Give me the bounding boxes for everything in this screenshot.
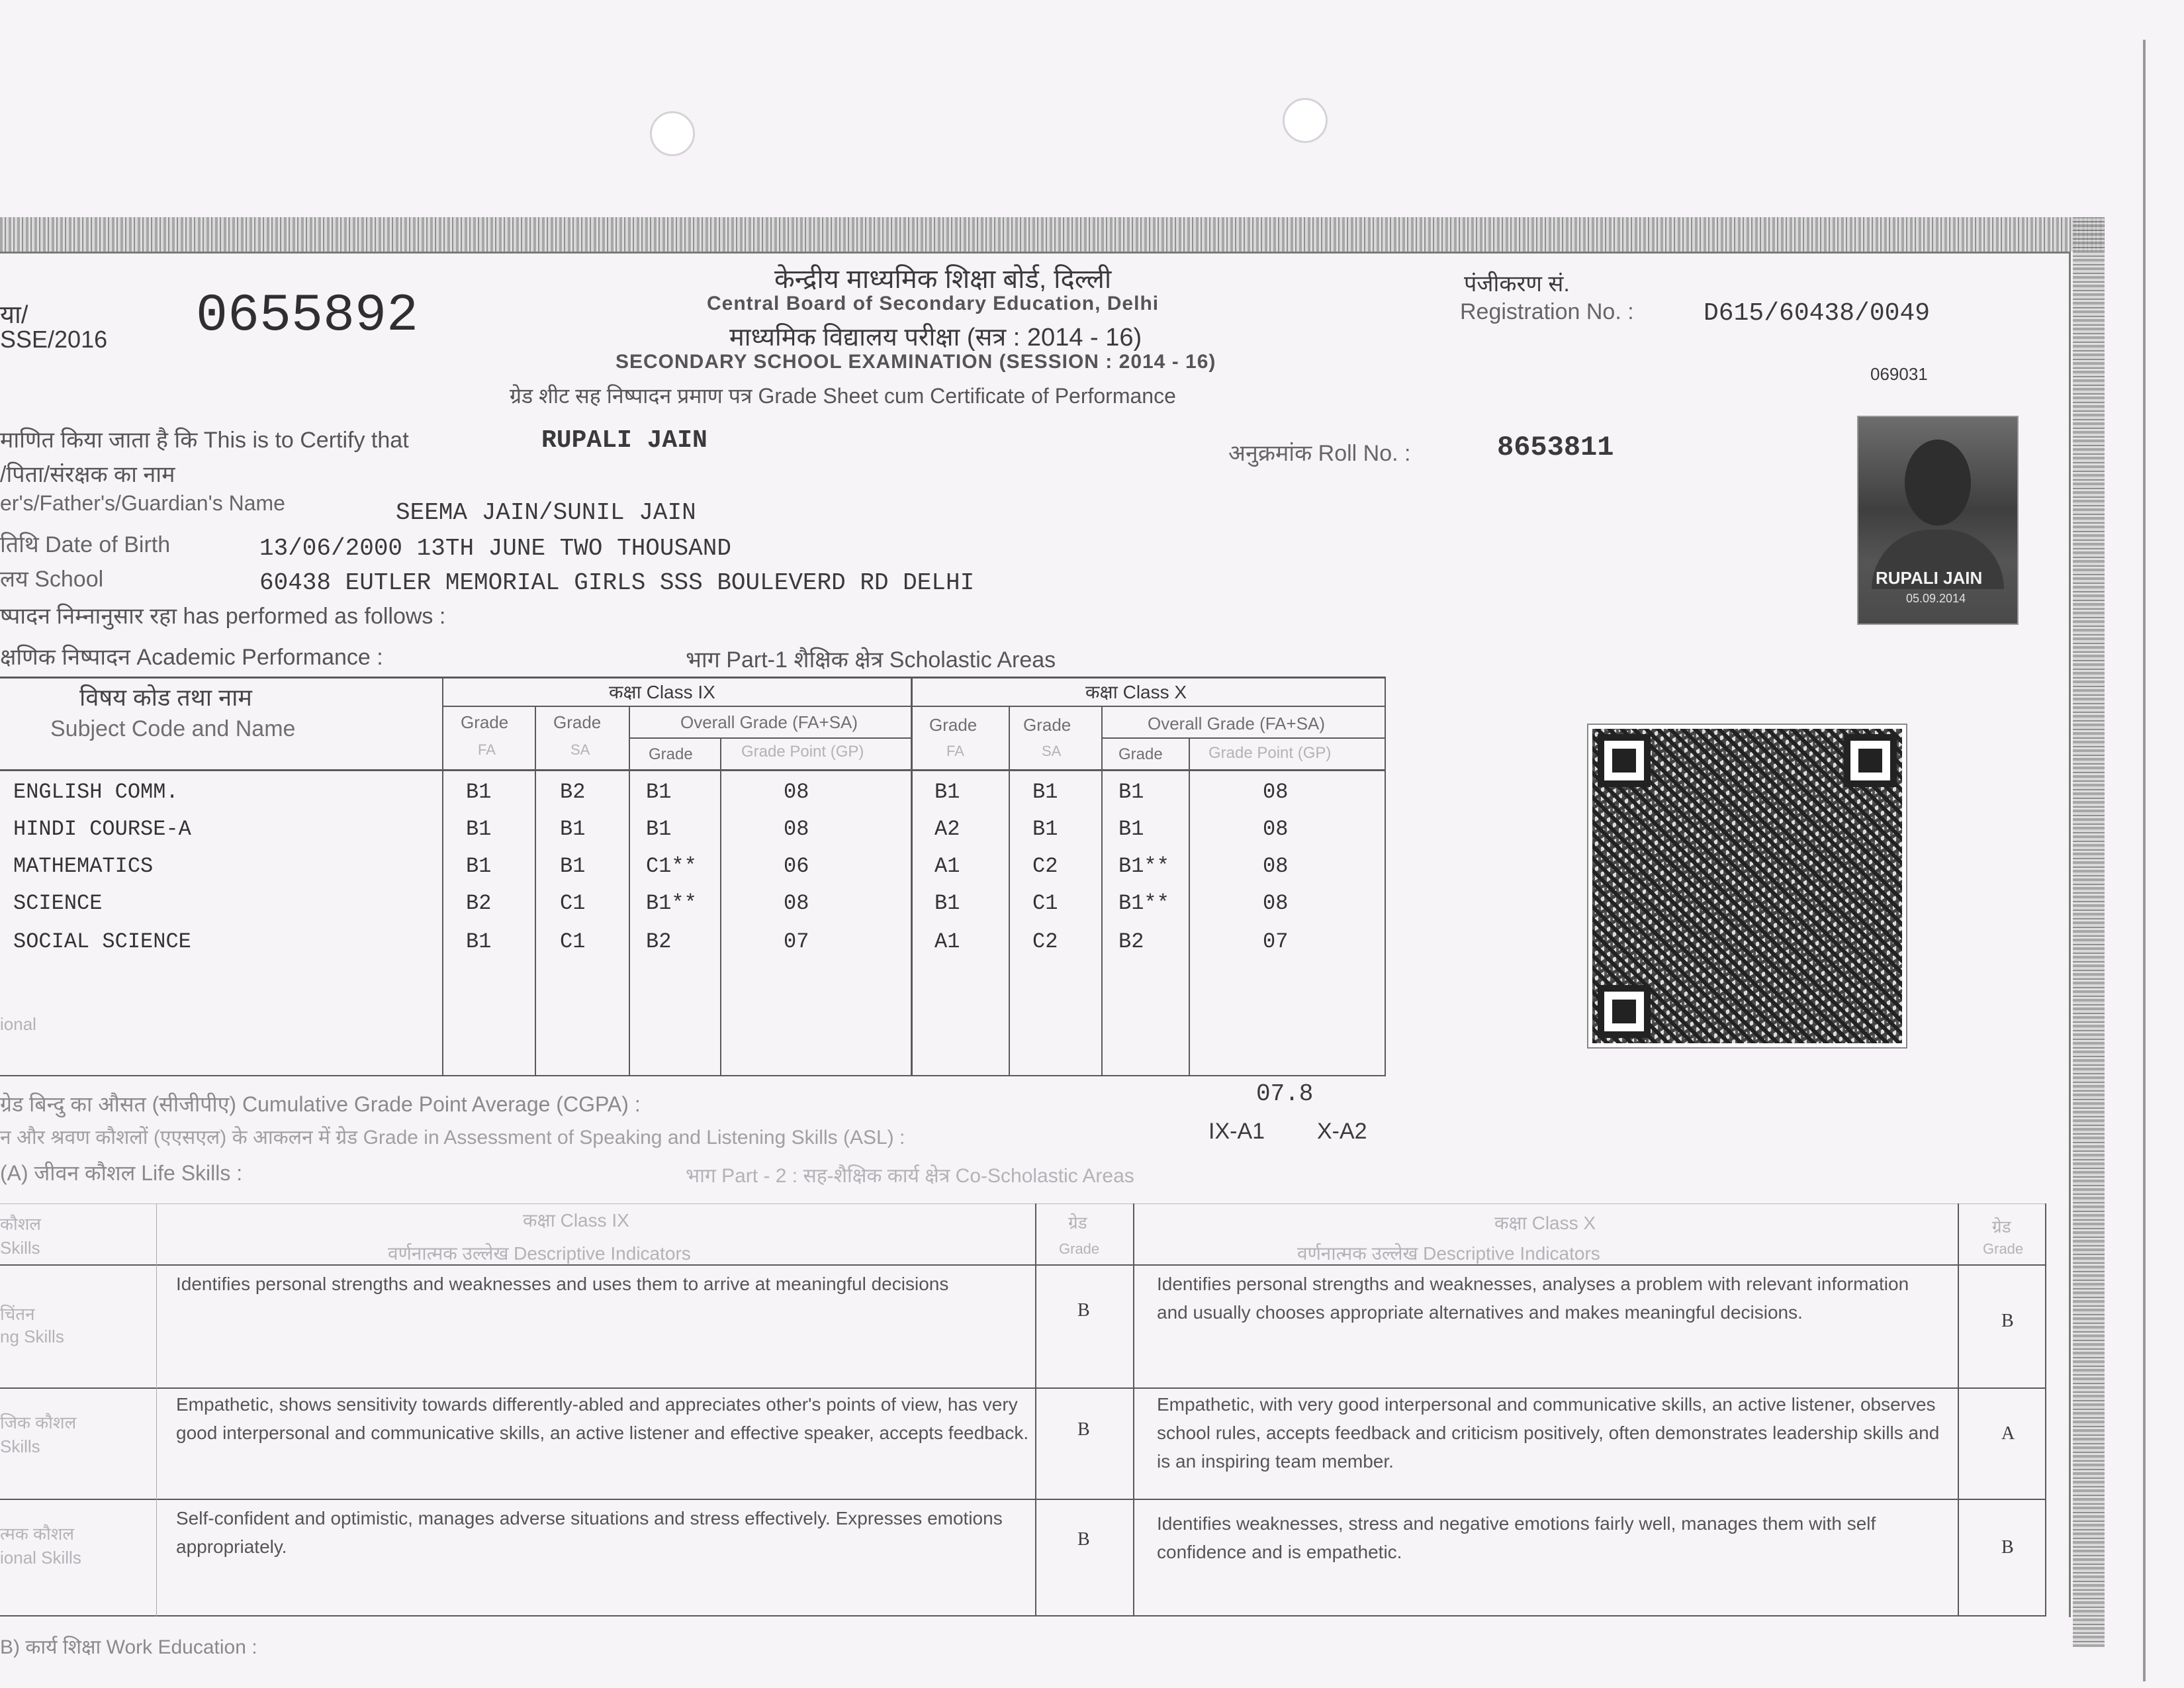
ix-grade-point: 08 — [784, 817, 809, 841]
registration-label-hindi: पंजीकरण सं. — [1464, 271, 1570, 297]
x-sa-grade: C2 — [1032, 929, 1058, 954]
work-education-heading: B) कार्य शिक्षा Work Education : — [0, 1636, 257, 1658]
table-line — [720, 737, 721, 1076]
asl-label: न और श्रवण कौशलों (एएसएल) के आकलन में ग्रेड Grade in Assessment of Speaking and Listening Skills (ASL) : — [0, 1127, 905, 1149]
security-border-top — [0, 217, 2105, 252]
table-line — [0, 1203, 2046, 1204]
ix-fa-grade: B1 — [466, 817, 492, 841]
ix-grade-point: 08 — [784, 891, 809, 915]
certify-label: माणित किया जाता है कि This is to Certify that — [0, 428, 409, 453]
class9-header: कक्षा Class IX — [523, 1210, 629, 1231]
ix-og-gp: Grade Point (GP) — [741, 743, 864, 761]
asl-value-x: X-A2 — [1317, 1119, 1367, 1144]
table-line — [2045, 1203, 2046, 1617]
academic-heading: क्षणिक निष्पादन Academic Performance : — [0, 645, 383, 670]
x-sa-grade: C2 — [1032, 854, 1058, 878]
table-line — [1189, 737, 1190, 1076]
ix-grade: B — [1077, 1419, 1090, 1440]
x-sa-sub: SA — [1042, 743, 1062, 759]
table-line — [0, 677, 1386, 679]
ix-overall-grade: B1 — [646, 817, 672, 841]
subject-header-hindi: विषय कोड तथा नाम — [79, 684, 252, 711]
ix-grade-point: 06 — [784, 854, 809, 878]
class9-header: कक्षा Class IX — [609, 682, 715, 702]
table-line — [911, 677, 913, 1076]
left-code: SSE/2016 — [0, 326, 108, 353]
ix-grade: B — [1077, 1300, 1090, 1321]
ix-fa-grade: B1 — [466, 780, 492, 804]
ix-fa-grade: B2 — [466, 891, 492, 915]
ix-overall-grade: B2 — [646, 929, 672, 954]
table-line — [1958, 1203, 1959, 1617]
small-code: 069031 — [1870, 364, 1928, 384]
x-descriptor: Identifies weaknesses, stress and negative emotions fairly well, manages them with self confidence and is empathetic. — [1157, 1513, 1876, 1562]
x-grade-header-hindi: ग्रेड — [1992, 1217, 2011, 1237]
ix-overall-header: Overall Grade (FA+SA) — [680, 712, 858, 732]
ix-fa-grade: B1 — [466, 854, 492, 878]
performed-label: ष्पादन निम्नानुसार रहा has performed as follows : — [0, 604, 446, 629]
table-line — [0, 1387, 2046, 1389]
serial-number: 0655892 — [196, 286, 419, 346]
x-overall-grade: B1** — [1118, 854, 1169, 878]
ix-sa-grade: B1 — [560, 854, 586, 878]
x-overall-grade: B1** — [1118, 891, 1169, 915]
ix-sa-sub: SA — [570, 741, 590, 758]
ix-grade-point: 08 — [784, 780, 809, 804]
x-sa-grade: C1 — [1032, 891, 1058, 915]
subject-name: HINDI COURSE-A — [13, 817, 191, 841]
x-overall-grade: B1 — [1118, 817, 1144, 841]
subject-name: MATHEMATICS — [13, 854, 154, 878]
x-grade-point: 08 — [1263, 817, 1289, 841]
x-grade: B — [2001, 1537, 2014, 1558]
dob-label: तिथि Date of Birth — [0, 532, 171, 557]
exam-name-hindi: माध्यमिक विद्यालय परीक्षा (सत्र : 2014 - 16) — [729, 324, 1142, 352]
x-sa-grade: B1 — [1032, 817, 1058, 841]
additional-subject-label: ional — [0, 1014, 36, 1034]
ix-overall-grade: B1** — [646, 891, 697, 915]
x-fa-grade: A1 — [934, 854, 960, 878]
part2-heading: भाग Part - 2 : सह-शैक्षिक कार्य क्षेत्र Co-Scholastic Areas — [686, 1165, 1134, 1187]
x-overall-header: Overall Grade (FA+SA) — [1148, 714, 1326, 733]
ix-grade-header: Grade — [1059, 1241, 1100, 1257]
life-skills-heading: (A) जीवन कौशल Life Skills : — [0, 1161, 243, 1185]
part1-heading: भाग Part-1 शैक्षिक क्षेत्र Scholastic Areas — [686, 647, 1056, 673]
qr-finder-bottom-left — [1598, 985, 1651, 1038]
x-fa-grade: A2 — [934, 817, 960, 841]
roll-number: 8653811 — [1497, 432, 1614, 463]
ix-sa-header: Grade — [553, 712, 602, 732]
candidate-photo — [1857, 416, 2019, 625]
table-line — [1385, 677, 1386, 1076]
x-grade: A — [2001, 1423, 2015, 1444]
registration-label: Registration No. : — [1460, 299, 1634, 324]
school-label: लय School — [0, 567, 104, 592]
table-line — [629, 706, 630, 1076]
security-border-right — [2073, 217, 2105, 1647]
x-grade-point: 08 — [1263, 780, 1289, 804]
page-edge — [2143, 40, 2146, 1681]
x-grade-point: 07 — [1263, 929, 1289, 954]
ix-fa-sub: FA — [478, 741, 496, 758]
ix-fa-header: Grade — [461, 712, 509, 732]
cgpa-value: 07.8 — [1256, 1080, 1314, 1107]
table-line — [442, 706, 1386, 707]
ix-sa-grade: C1 — [560, 929, 586, 954]
board-name-hindi: केन्द्रीय माध्यमिक शिक्षा बोर्ड, दिल्ली — [774, 265, 1112, 294]
table-line — [629, 737, 911, 739]
x-fa-grade: B1 — [934, 891, 960, 915]
ix-grade-header-hindi: ग्रेड — [1068, 1213, 1087, 1233]
x-og-grade: Grade — [1118, 745, 1163, 763]
x-grade-point: 08 — [1263, 854, 1289, 878]
guardian-label: er's/Father's/Guardian's Name — [0, 491, 285, 515]
table-line — [535, 706, 536, 1076]
table-line — [1035, 1203, 1036, 1617]
ix-fa-grade: B1 — [466, 929, 492, 954]
school-name: 60438 EUTLER MEMORIAL GIRLS SSS BOULEVERD RD DELHI — [259, 569, 975, 596]
x-grade-header: Grade — [1983, 1241, 2024, 1257]
ix-sa-grade: C1 — [560, 891, 586, 915]
skill-col-header: Skills — [0, 1238, 40, 1258]
punch-hole-right — [1283, 98, 1328, 143]
ix-descriptor: Self-confident and optimistic, manages adverse situations and stress effectively. Expresses emotions appropriately. — [176, 1508, 1003, 1557]
skill-name: ional Skills — [0, 1548, 81, 1568]
sheet-title: ग्रेड शीट सह निष्पादन प्रमाण पत्र Grade Sheet cum Certificate of Performance — [510, 384, 1176, 408]
candidate-name: RUPALI JAIN — [541, 426, 707, 455]
ix-overall-grade: B1 — [646, 780, 672, 804]
x-sa-grade: B1 — [1032, 780, 1058, 804]
life-skills-table — [0, 1203, 2046, 1617]
x-grade-point: 08 — [1263, 891, 1289, 915]
skill-name-hindi: चिंतन — [0, 1304, 35, 1324]
table-line — [1101, 706, 1103, 1076]
ix-sa-grade: B2 — [560, 780, 586, 804]
skill-name-hindi: जिक कौशल — [0, 1413, 77, 1432]
subject-name: ENGLISH COMM. — [13, 780, 179, 804]
cgpa-label: ग्रेड बिन्दु का औसत (सीजीपीए) Cumulative Grade Point Average (CGPA) : — [0, 1092, 641, 1116]
guardian-name: SEEMA JAIN/SUNIL JAIN — [396, 499, 696, 526]
subject-name: SCIENCE — [13, 891, 103, 915]
table-line — [442, 677, 443, 1076]
academic-table — [0, 677, 1386, 1076]
subject-header: Subject Code and Name — [50, 716, 296, 741]
qr-finder-top-left — [1598, 734, 1651, 787]
x-sa-header: Grade — [1023, 715, 1071, 735]
photo-caption: RUPALI JAIN — [1876, 568, 1983, 588]
skill-name: ng Skills — [0, 1327, 64, 1346]
x-overall-grade: B1 — [1118, 780, 1144, 804]
ix-descriptor: Identifies personal strengths and weaknesses and uses them to arrive at meaningful decisions — [176, 1274, 949, 1294]
date-of-birth: 13/06/2000 13TH JUNE TWO THOUSAND — [259, 535, 731, 562]
ix-overall-grade: C1** — [646, 854, 697, 878]
x-fa-grade: A1 — [934, 929, 960, 954]
class10-header: कक्षा Class X — [1085, 682, 1187, 702]
table-line — [1009, 706, 1010, 1076]
x-og-gp: Grade Point (GP) — [1208, 744, 1332, 762]
registration-number: D615/60438/0049 — [1704, 299, 1931, 328]
table-line — [0, 769, 1386, 771]
x-descriptor: Empathetic, with very good interpersonal and communicative skills, an active listener, observes school rules, accepts feedback and criticism positively, often demonstrates leadership skills and is an inspiring team member. — [1157, 1394, 1940, 1472]
table-line — [0, 1499, 2046, 1500]
photo-date: 05.09.2014 — [1906, 592, 1966, 605]
subject-name: SOCIAL SCIENCE — [13, 929, 191, 954]
x-fa-grade: B1 — [934, 780, 960, 804]
exam-name-english: SECONDARY SCHOOL EXAMINATION (SESSION : 2014 - 16) — [615, 351, 1216, 373]
table-line — [1133, 1203, 1134, 1617]
punch-hole-left — [650, 111, 695, 156]
x-descriptor: Identifies personal strengths and weaknesses, analyses a problem with relevant information and usually chooses appropriate alternatives and makes meaningful decisions. — [1157, 1274, 1909, 1323]
ix-descriptor: Empathetic, shows sensitivity towards differently-abled and appreciates other's points of view, has very good interpersonal and communicative skills, an active listener and effective speaker, accepts feedback. — [176, 1394, 1029, 1443]
table-line — [156, 1203, 157, 1617]
x-desc-header: वर्णनात्मक उल्लेख Descriptive Indicators — [1297, 1243, 1600, 1264]
photo-face — [1905, 440, 1971, 526]
table-line — [1101, 737, 1386, 739]
x-grade: B — [2001, 1311, 2014, 1331]
x-fa-sub: FA — [946, 743, 964, 759]
x-fa-header: Grade — [929, 715, 978, 735]
qr-code — [1588, 725, 1906, 1047]
skill-name-hindi: त्मक कौशल — [0, 1524, 75, 1544]
ix-grade: B — [1077, 1529, 1090, 1550]
ix-grade-point: 07 — [784, 929, 809, 954]
x-overall-grade: B2 — [1118, 929, 1144, 954]
ix-sa-grade: B1 — [560, 817, 586, 841]
skill-name: Skills — [0, 1436, 40, 1456]
roll-label: अनुक्रमांक Roll No. : — [1228, 441, 1411, 466]
table-line — [0, 1075, 1386, 1076]
left-code-hindi: या/ — [0, 301, 28, 329]
ix-og-grade: Grade — [649, 745, 693, 763]
table-line — [0, 1615, 2046, 1617]
skill-col-header-hindi: कौशल — [0, 1214, 42, 1234]
asl-value-ix: IX-A1 — [1208, 1119, 1265, 1144]
ix-desc-header: वर्णनात्मक उल्लेख Descriptive Indicators — [388, 1243, 691, 1264]
table-line — [0, 1264, 2046, 1266]
board-name-english: Central Board of Secondary Education, Delhi — [707, 293, 1160, 314]
guardian-label-hindi: /पिता/संरक्षक का नाम — [0, 462, 175, 487]
qr-finder-top-right — [1844, 734, 1897, 787]
class10-header: कक्षा Class X — [1494, 1213, 1596, 1233]
